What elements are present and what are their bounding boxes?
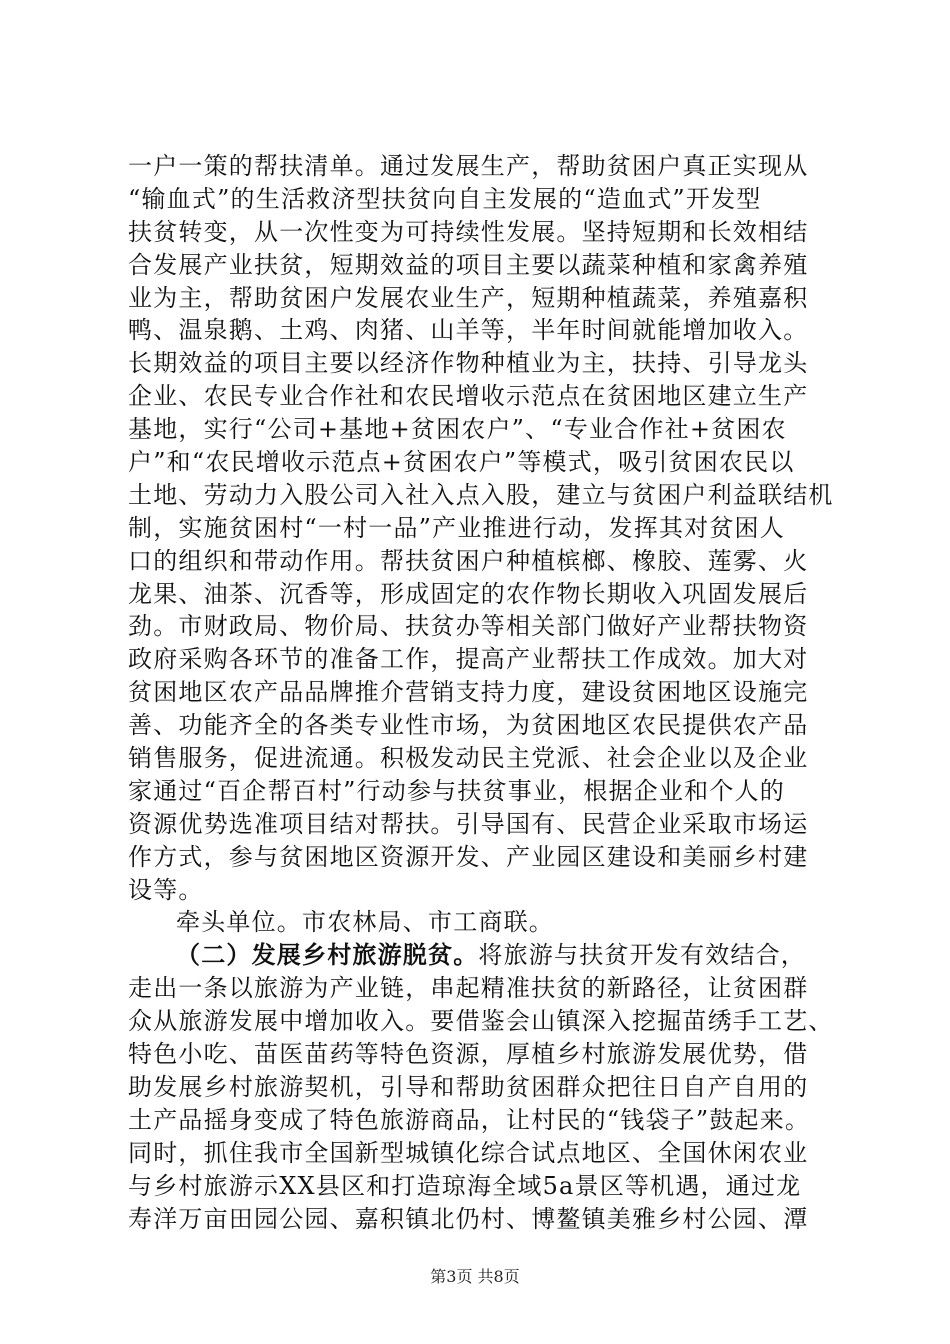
body-line: 企业、农民专业合作社和农民增收示范点在贫困地区建立生产 (128, 382, 809, 411)
body-line: 善、功能齐全的各类专业性市场，为贫困地区农民提供农产品 (128, 711, 809, 740)
body-line: 与乡村旅游示XX县区和打造琼海全域5a景区等机遇，通过龙 (128, 1171, 802, 1200)
body-line: 合发展产业扶贫，短期效益的项目主要以蔬菜种植和家禽养殖 (128, 250, 809, 279)
body-line: 贫困地区农产品品牌推介营销支持力度，建设贫困地区设施完 (128, 678, 809, 707)
body-line: 户”和“农民增收示范点+贫困农户”等模式，吸引贫困农民以 (128, 448, 795, 477)
body-line: 龙果、油茶、沉香等，形成固定的农作物长期收入巩固发展后 (128, 579, 809, 608)
body-line: 鸭、温泉鹅、土鸡、肉猪、山羊等，半年时间就能增加收入。 (128, 316, 809, 345)
body-line: 同时，抓住我市全国新型城镇化综合试点地区、全国休闲农业 (128, 1138, 809, 1167)
body-line: 助发展乡村旅游契机，引导和帮助贫困群众把往日自产自用的 (128, 1072, 809, 1101)
body-line: 家通过“百企帮百村”行动参与扶贫事业，根据企业和个人的 (128, 776, 785, 805)
page-footer: 第3页 共8页 (430, 1267, 520, 1286)
body-line: 业为主，帮助贫困户发展农业生产，短期种植蔬菜，养殖嘉积 (128, 283, 809, 312)
body-line: 制，实施贫困村“一村一品”产业推进行动，发挥其对贫困人 (128, 513, 785, 542)
body-line: 长期效益的项目主要以经济作物种植业为主，扶持、引导龙头 (128, 349, 809, 378)
body-line: 特色小吃、苗医苗药等特色资源，厚植乡村旅游发展优势，借 (128, 1040, 809, 1069)
body-line: 作方式，参与贫困地区资源开发、产业园区建设和美丽乡村建 (128, 842, 809, 871)
body-line: 政府采购各环节的准备工作，提高产业帮扶工作成效。加大对 (128, 645, 809, 674)
body-line: 土地、劳动力入股公司入社入点入股，建立与贫困户利益联结机 (128, 480, 834, 509)
section-heading: （二）发展乡村旅游脱贫。 (176, 940, 479, 970)
body-line: 资源优势选准项目结对帮扶。引导国有、民营企业采取市场运 (128, 809, 809, 838)
section-heading-line (128, 939, 828, 972)
body-line: “输血式”的生活救济型扶贫向自主发展的“造血式”开发型 (128, 184, 762, 213)
body-line: 口的组织和带动作用。帮扶贫困户种植槟榔、橡胶、莲雾、火 (128, 546, 809, 575)
body-line: 劲。市财政局、物价局、扶贫办等相关部门做好产业帮扶物资 (128, 612, 809, 641)
document-body (128, 150, 834, 1235)
body-line: 扶贫转变，从一次性变为可持续性发展。坚持短期和长效相结 (128, 217, 809, 246)
body-line: 一户一策的帮扶清单。通过发展生产，帮助贫困户真正实现从 (128, 152, 809, 180)
lead-unit-line: 牵头单位。市农林局、市工商联。 (176, 908, 554, 937)
section-intro-text: 将旅游与扶贫开发有效结合， (478, 941, 807, 970)
body-line: 销售服务，促进流通。积极发动民主党派、社会企业以及企业 (128, 744, 809, 773)
body-line: 土产品摇身变成了特色旅游商品，让村民的“钱袋子”鼓起来。 (128, 1105, 811, 1134)
body-line: 设等。 (128, 875, 204, 904)
body-line: 基地，实行“公司+基地+贫困农户”、“专业合作社+贫困农 (128, 415, 787, 444)
body-line: 走出一条以旅游为产业链，串起精准扶贫的新路径，让贫困群 (128, 974, 809, 1003)
body-line: 寿洋万亩田园公园、嘉积镇北仍村、博鳌镇美雅乡村公园、潭 (128, 1204, 809, 1233)
body-line: 众从旅游发展中增加收入。要借鉴会山镇深入挖掘苗绣手工艺、 (128, 1007, 834, 1036)
